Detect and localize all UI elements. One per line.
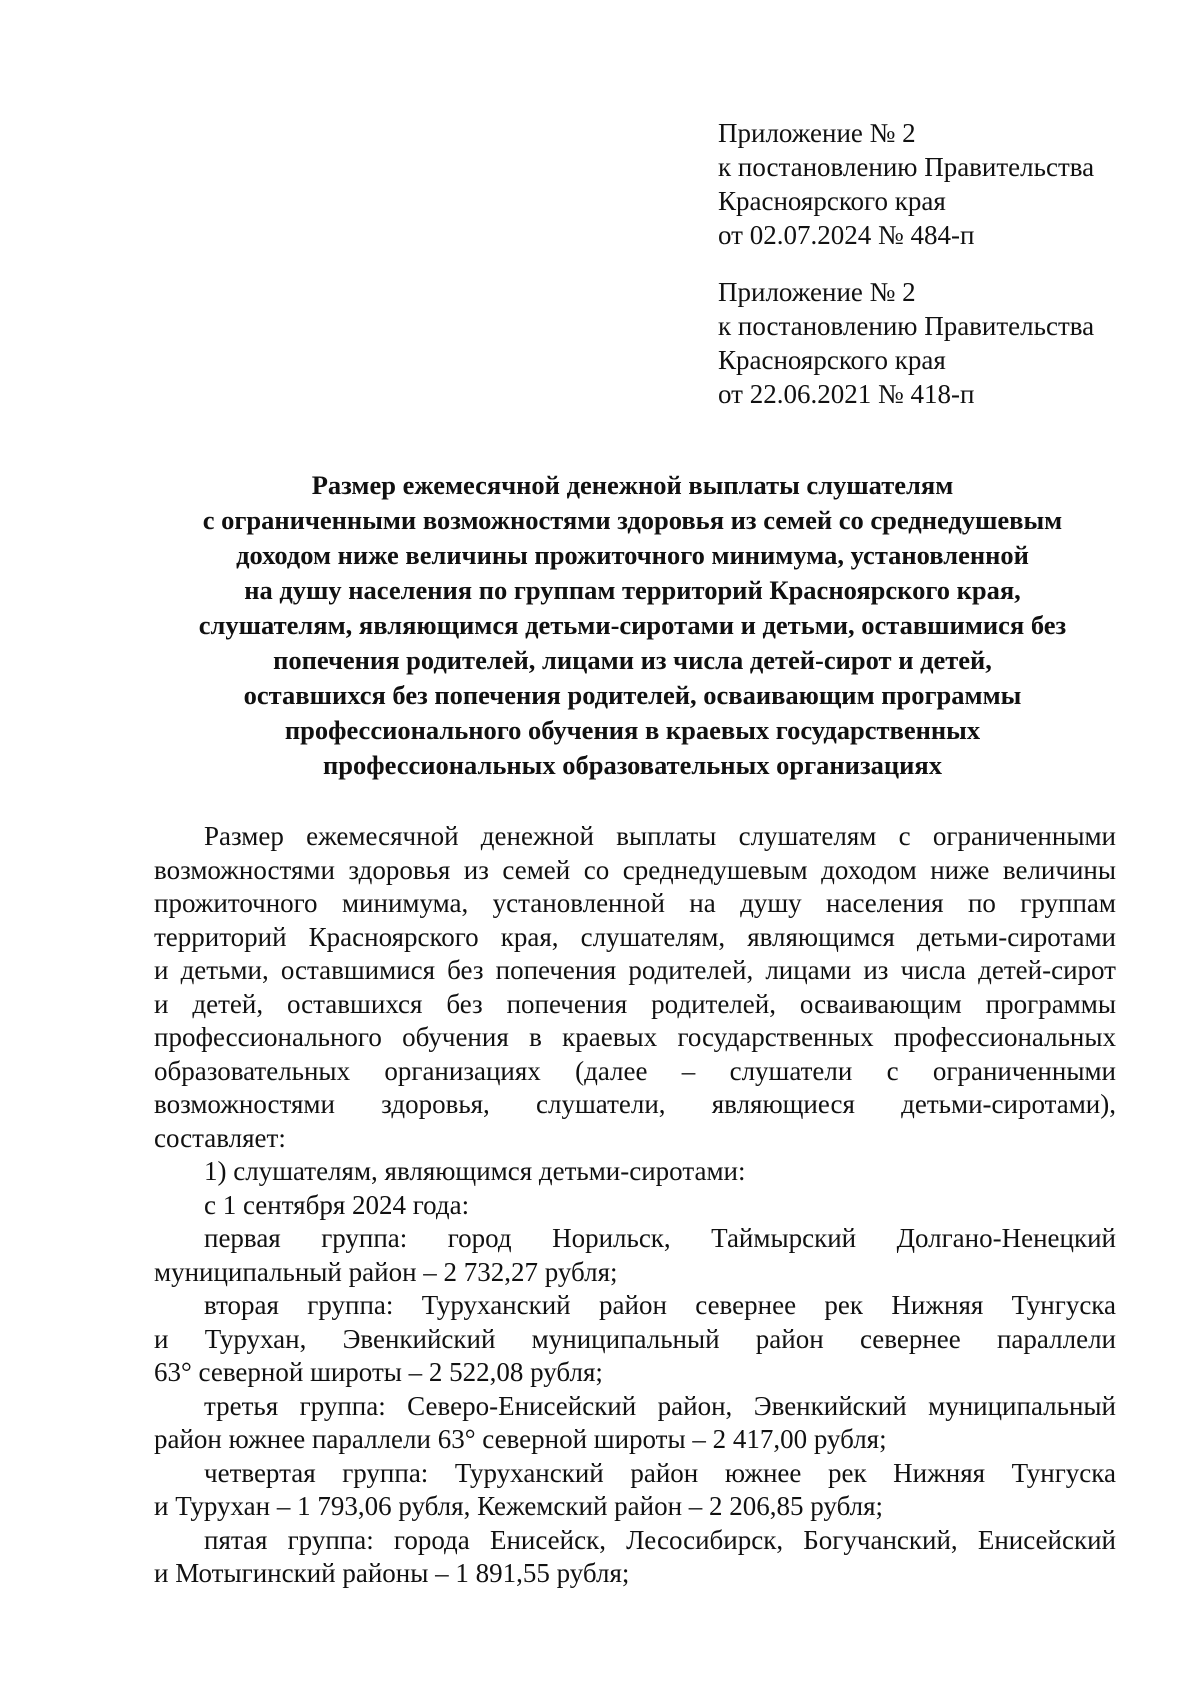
group-third (154, 1390, 1116, 1457)
document-body (154, 820, 1116, 1591)
text-line: третья группа: Северо-Енисейский район, Эвенкийский муниципальный (204, 1390, 1116, 1421)
appendix-header-current (718, 116, 1094, 252)
text-line: и Турухан – 1 793,06 рубля, Кежемский район – 2 206,85 рубля; (154, 1491, 884, 1521)
text-line: Размер ежемесячной денежной выплаты слушателям с ограниченными (204, 821, 1116, 851)
text-line: профессионального обучения в краевых государственных профессиональных (154, 1022, 1116, 1052)
appendix-date-number: от 22.06.2021 № 418-п (718, 379, 975, 409)
appendix-date-number: от 02.07.2024 № 484-п (718, 220, 975, 250)
text-line: и Мотыгинский районы – 1 891,55 рубля; (154, 1558, 630, 1588)
title-line: попечения родителей, лицами из числа детей-сирот и детей, (273, 645, 992, 675)
title-line: на душу населения по группам территорий Красноярского края, (244, 575, 1021, 605)
title-line: профессиональных образовательных организациях (323, 750, 942, 780)
text-line: и детей, оставшихся без попечения родителей, осваивающим программы (154, 988, 1116, 1019)
document-title (140, 468, 1125, 783)
title-line: слушателям, являющимся детьми-сиротами и детьми, оставшимися без (198, 610, 1067, 640)
group-fifth (154, 1524, 1116, 1591)
appendix-number: Приложение № 2 (718, 277, 916, 307)
text-line: 63° северной широты – 2 522,08 рубля; (154, 1357, 603, 1387)
appendix-reference: к постановлению Правительства (718, 311, 1095, 341)
appendix-reference: к постановлению Правительства (718, 152, 1095, 182)
appendix-region: Красноярского края (718, 186, 946, 216)
text-line: четвертая группа: Туруханский район южнее рек Нижняя Тунгуска (204, 1457, 1116, 1488)
appendix-region: Красноярского края (718, 345, 946, 375)
effective-date: с 1 сентября 2024 года: (204, 1189, 470, 1220)
text-line: пятая группа: города Енисейск, Лесосибирск, Богучанский, Енисейский (204, 1524, 1116, 1555)
title-line: оставшихся без попечения родителей, осваивающим программы (243, 680, 1022, 710)
text-line: первая группа: город Норильск, Таймырский Долгано-Ненецкий (204, 1223, 1116, 1253)
appendix-header-original (718, 275, 1094, 411)
text-line: составляет: (154, 1122, 286, 1153)
text-line: муниципальный район – 2 732,27 рубля; (154, 1256, 618, 1287)
group-second (154, 1289, 1116, 1390)
appendix-number: Приложение № 2 (718, 118, 916, 148)
text-line: образовательных организациях (далее – слушатели с ограниченными (154, 1055, 1116, 1086)
text-line: вторая группа: Туруханский район севернее рек Нижняя Тунгуска (204, 1290, 1116, 1320)
list-item-orphans: 1) слушателям, являющимся детьми-сиротами: (204, 1156, 746, 1186)
intro-paragraph (154, 820, 1116, 1155)
title-line: профессионального обучения в краевых государственных (284, 715, 981, 745)
group-first (154, 1222, 1116, 1289)
text-line: район южнее параллели 63° северной широты – 2 417,00 рубля; (154, 1424, 887, 1454)
title-line: доходом ниже величины прожиточного минимума, установленной (236, 540, 1029, 570)
text-line: территорий Красноярского края, слушателям, являющимся детьми-сиротами (154, 921, 1116, 952)
text-line: и детьми, оставшимися без попечения родителей, лицами из числа детей-сирот (154, 955, 1116, 985)
text-line: возможностями здоровья из семей со среднедушевым доходом ниже величины (154, 854, 1116, 885)
title-line: Размер ежемесячной денежной выплаты слушателям (311, 470, 954, 500)
text-line: и Турухан, Эвенкийский муниципальный район севернее параллели (154, 1323, 1116, 1354)
text-line: прожиточного минимума, установленной на душу населения по группам (154, 888, 1116, 918)
text-line: возможностями здоровья, слушатели, являющиеся детьми-сиротами), (154, 1089, 1116, 1119)
title-line: с ограниченными возможностями здоровья из семей со среднедушевым (202, 505, 1063, 535)
group-fourth (154, 1457, 1116, 1524)
